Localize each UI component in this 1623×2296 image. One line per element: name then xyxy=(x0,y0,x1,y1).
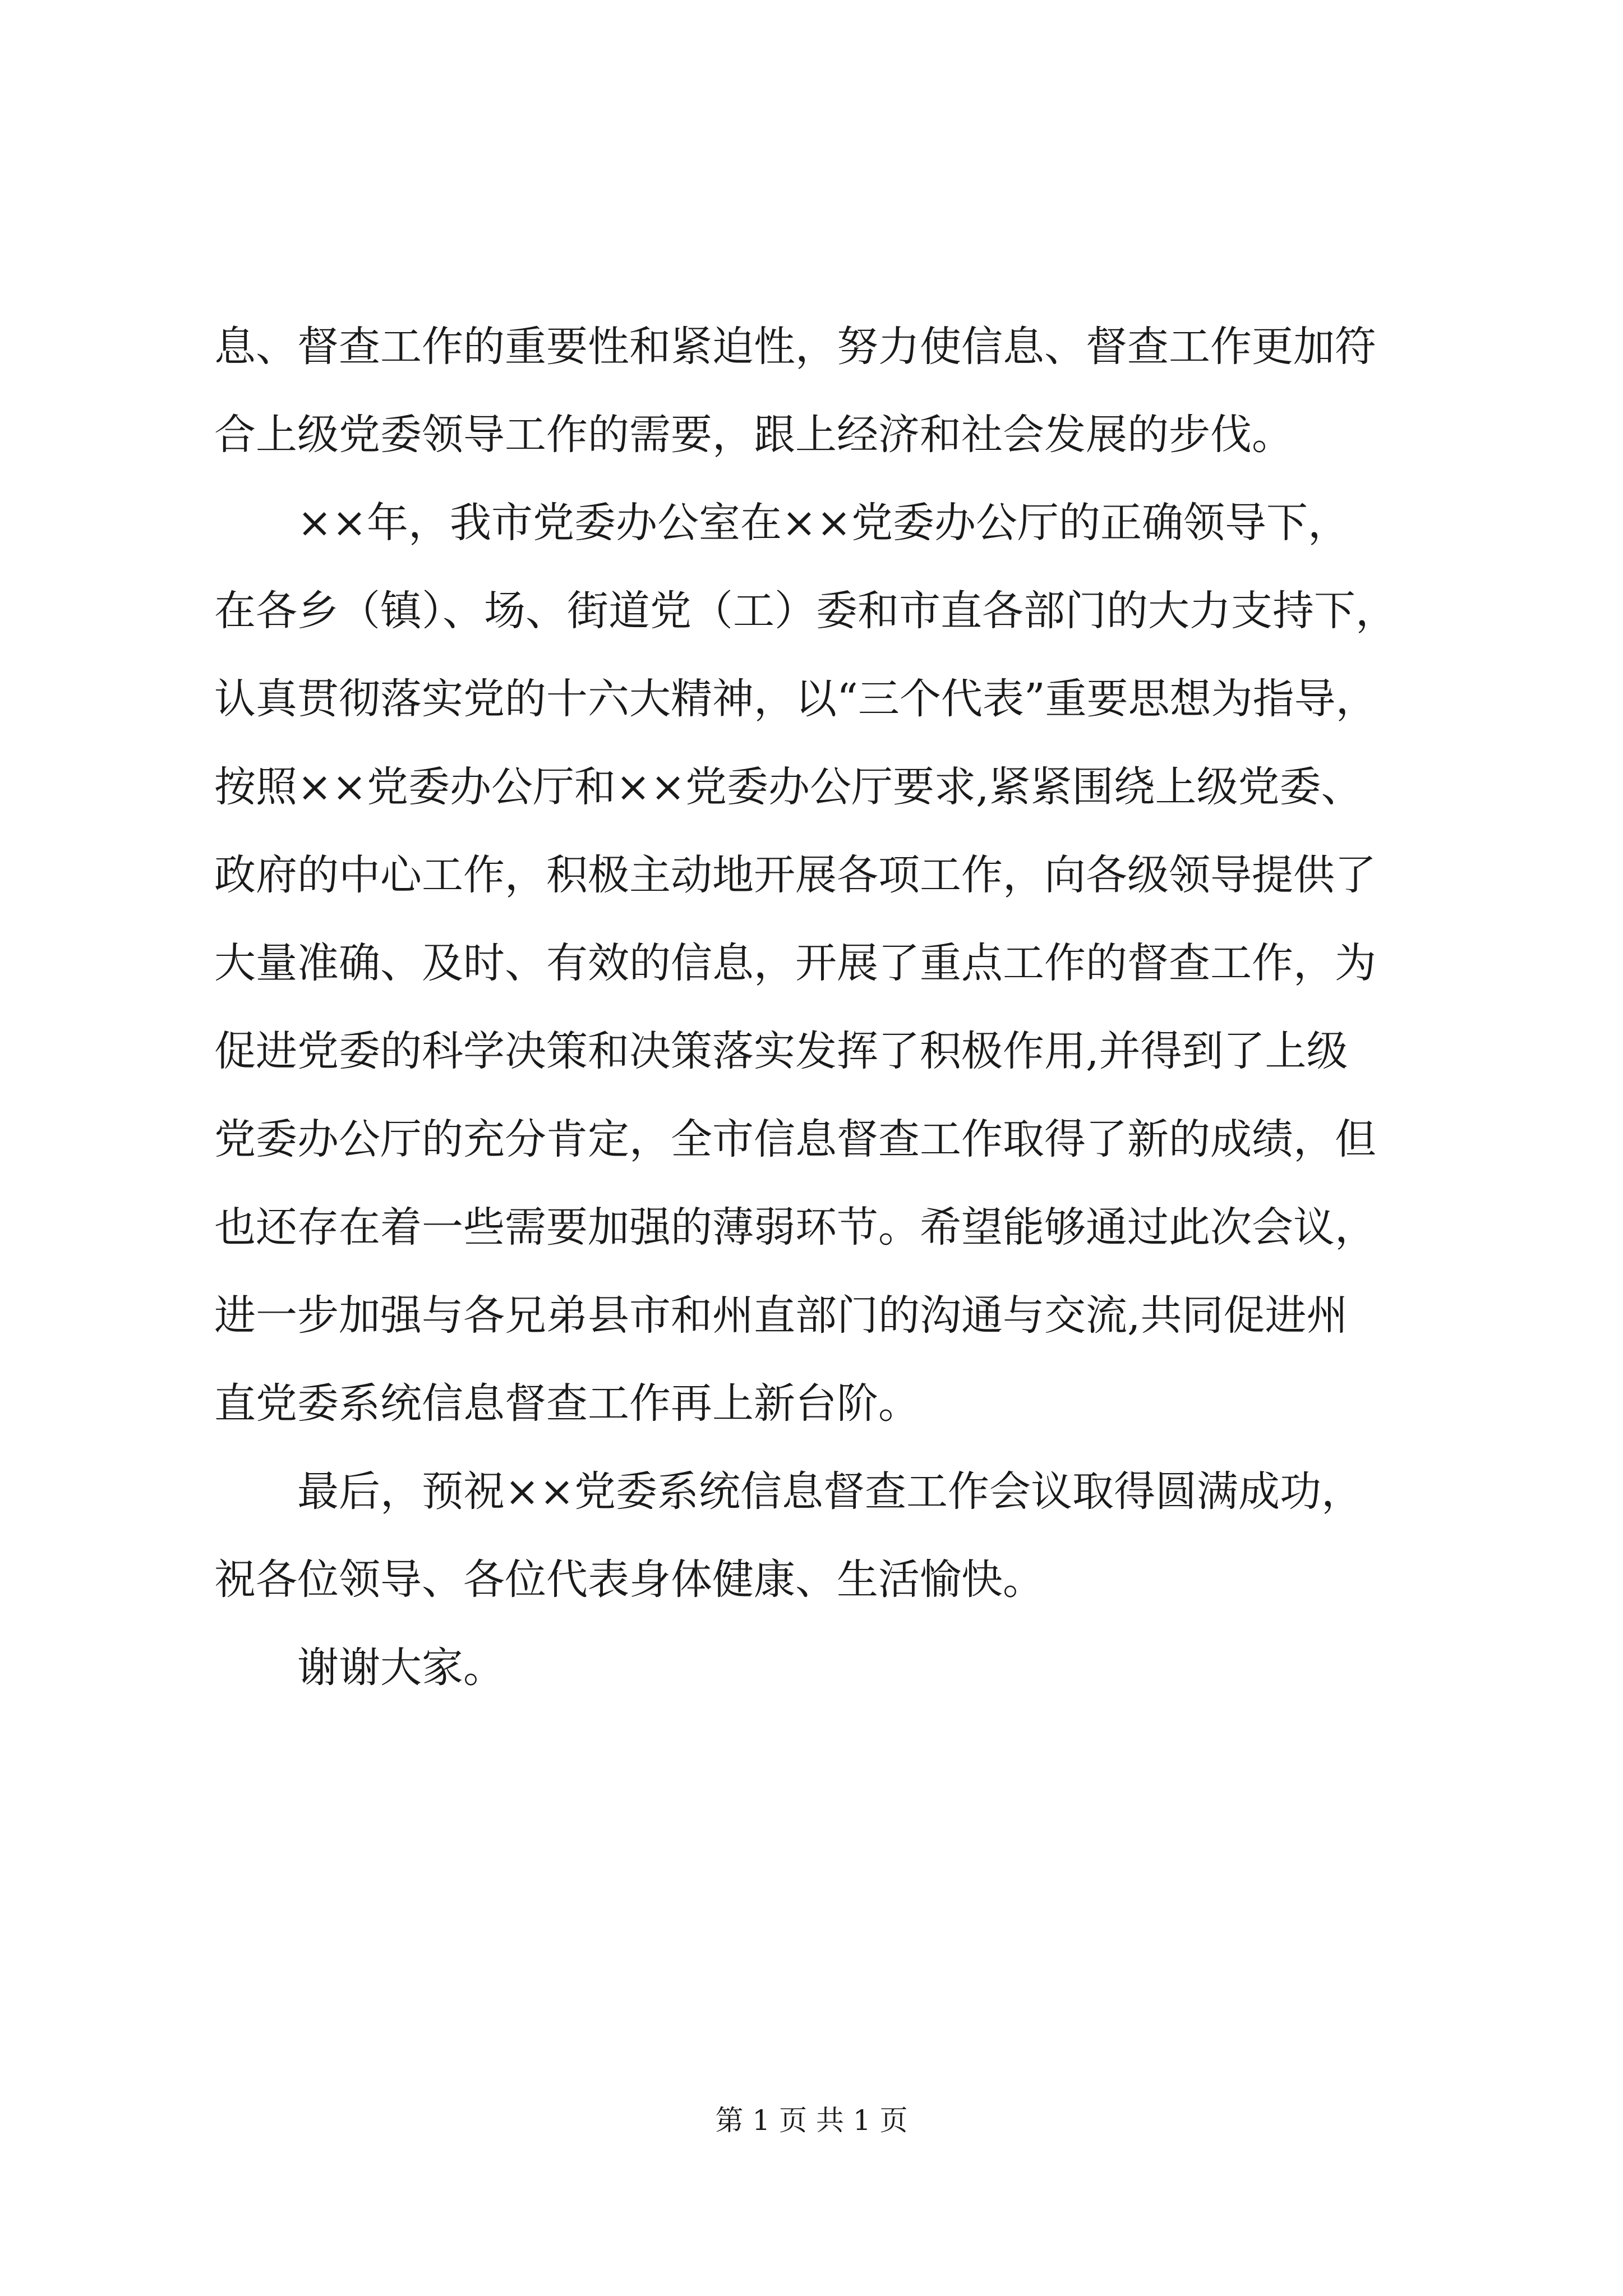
document-body xyxy=(214,303,1414,1712)
body-line-7: 政府的中心工作，积极主动地开展各项工作，向各级领导提供了 xyxy=(214,851,1376,899)
body-line-15: 祝各位领导、各位代表身体健康、生活愉快。 xyxy=(214,1556,1044,1604)
body-line-11: 也还存在着一些需要加强的薄弱环节。希望能够通过此次会议， xyxy=(214,1203,1376,1251)
body-line-8: 大量准确、及时、有效的信息，开展了重点工作的督查工作，为 xyxy=(214,939,1376,987)
body-line-10: 党委办公厅的充分肯定，全市信息督查工作取得了新的成绩，但 xyxy=(214,1115,1376,1163)
body-line-9: 促进党委的科学决策和决策落实发挥了积极作用,并得到了上级 xyxy=(214,1027,1348,1075)
body-line-1: 息、督查工作的重要性和紧迫性，努力使信息、督查工作更加符 xyxy=(214,323,1376,371)
body-line-6: 按照××党委办公厅和××党委办公厅要求,紧紧围绕上级党委、 xyxy=(214,763,1363,811)
body-line-16: 谢谢大家。 xyxy=(297,1644,505,1692)
body-line-13: 直党委系统信息督查工作再上新台阶。 xyxy=(214,1379,920,1428)
body-line-12: 进一步加强与各兄弟县市和州直部门的沟通与交流,共同促进州 xyxy=(214,1291,1348,1340)
body-line-2: 合上级党委领导工作的需要，跟上经济和社会发展的步伐。 xyxy=(214,411,1293,459)
page-number-label: 第 1 页 共 1 页 xyxy=(715,2104,908,2137)
body-line-5: 认真贯彻落实党的十六大精神，以“三个代表”重要思想为指导， xyxy=(214,675,1377,723)
page-footer xyxy=(0,2098,1623,2138)
body-line-4: 在各乡（镇）、场、街道党（工）委和市直各部门的大力支持下， xyxy=(214,587,1397,635)
body-line-3: ××年，我市党委办公室在××党委办公厅的正确领导下， xyxy=(297,499,1350,547)
body-line-14: 最后，预祝××党委系统信息督查工作会议取得圆满成功， xyxy=(297,1467,1363,1516)
